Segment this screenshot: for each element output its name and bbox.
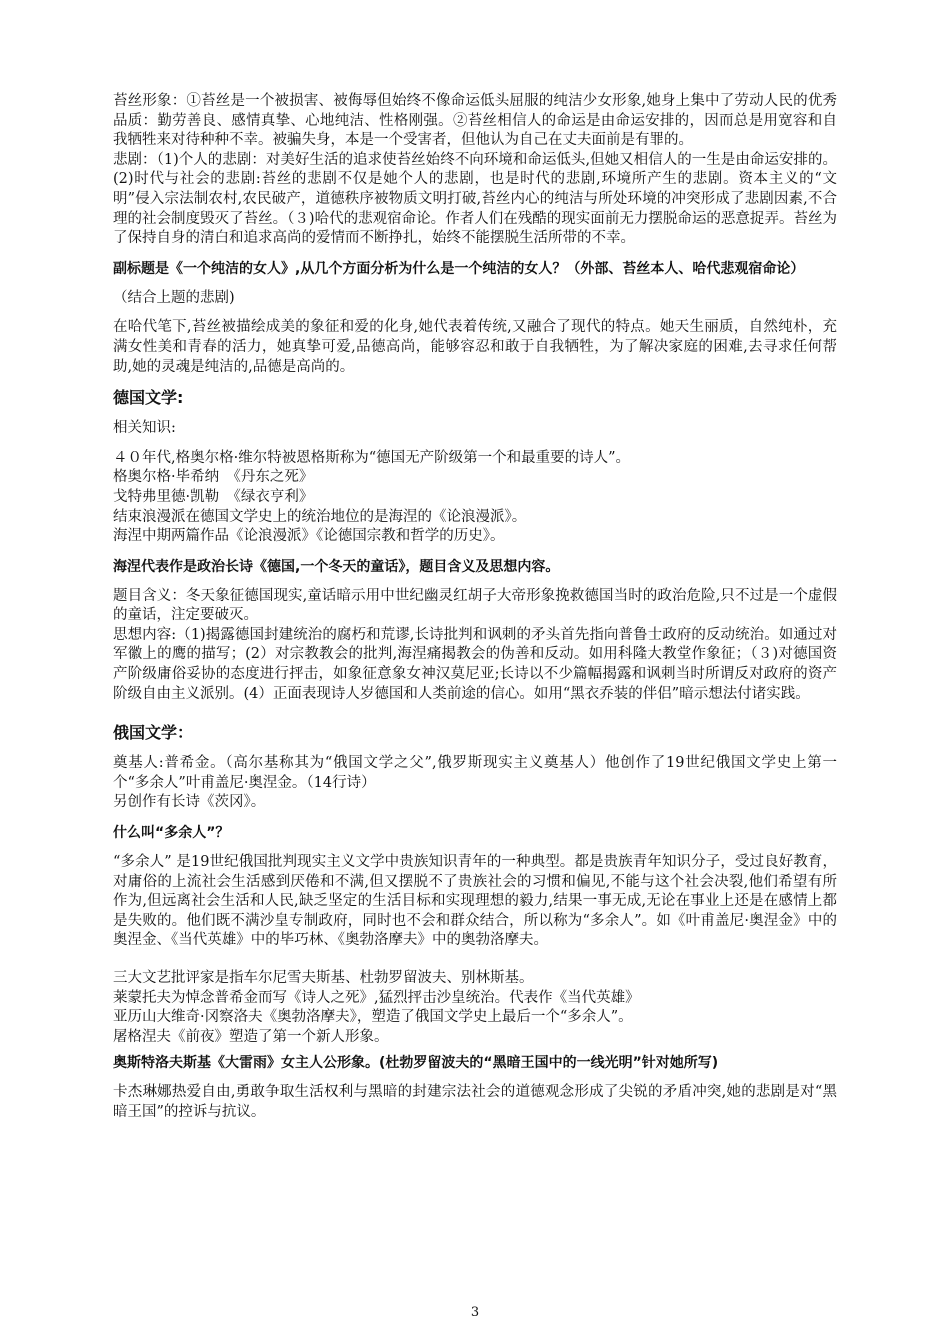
katerina-paragraph: 卡杰琳娜热爱自由,勇敢争取生活权利与黑暗的封建宗法社会的道德观念形成了尖锐的矛盾冲突,她的悲剧是对“黑暗王国”的控诉与抗议。 [113, 1084, 837, 1120]
pushkin-paragraph: 奠基人:普希金。（高尔基称其为“俄国文学之父”,俄罗斯现实主义奠基人）他创作了19世纪俄国文学史上第一个“多余人”叶甫盖尼·奥涅金。（14行诗） [113, 755, 837, 791]
lermontov-line: 莱蒙托夫为悼念普希金而写《诗人之死》,猛烈抨击沙皇统治。代表作《当代英雄》 [113, 989, 640, 1006]
romantic-line: 结束浪漫派在德国文学史上的统治地位的是海涅的《论浪漫派》。 [113, 508, 527, 525]
keller-line: 戈特弗里德·凯勒 《绿衣亨利》 [113, 488, 314, 505]
weerth-line: ４０年代,格奥尔格·维尔特被恩格斯称为“德国无产阶级第一个和最重要的诗人”。 [113, 449, 631, 466]
heine-works-line: 海涅中期两篇作品《论浪漫派》《论德国宗教和哲学的历史》。 [113, 528, 505, 545]
question-subtitle: 副标题是《一个纯洁的女人》,从几个方面分析为什么是一个纯洁的女人？（外部、苔丝本人、哈代悲观宿命论） [113, 260, 805, 277]
question-superfluous-man: 什么叫“多余人”？ [113, 825, 230, 842]
heading-german-literature: 德国文学: [113, 388, 184, 408]
tragedy-paragraph: 悲剧：（1)个人的悲剧：对美好生活的追求使苔丝始终不向环境和命运低头,但她又相信人的一生是由命运安排的。(2)时代与社会的悲剧:苔丝的悲剧不仅是她个人的悲剧，也是时代的悲剧,环境所产生的悲剧。资本主义的“文明”侵入宗法制农村,农民破产，道德秩序被物质文明打破,苔丝内心的纯洁与所处环境的冲突形成了悲剧因素,不合理的社会制度毁灭了苔丝。（３)哈代的悲观宿命论。作者人们在残酷的现实面前无力摆脱命运的恶意捉弄。苔丝为了保持自身的清白和追求高尚的爱情而不断挣扎，始终不能摆脱生活所带的不幸。 [113, 151, 837, 247]
question-ostrovsky: 奥斯特洛夫斯基《大雷雨》女主人公形象。(杜勃罗留波夫的“黑暗王国中的一线光明”针对她所写) [113, 1055, 719, 1072]
heading-russian-literature: 俄国文学： [113, 723, 194, 743]
goncharov-line: 亚历山大维奇·冈察洛夫《奥勃洛摩夫》，塑造了俄国文学史上最后一个“多余人”。 [113, 1009, 633, 1026]
title-meaning-paragraph: 题目含义：冬天象征德国现实,童话暗示用中世纪幽灵红胡子大帝形象挽救德国当时的政治危险,只不过是一个虚假的童话，注定要破灭。 [113, 587, 837, 624]
superfluous-man-paragraph: “多余人” 是19世纪俄国批判现实主义文学中贵族知识青年的一种典型。都是贵族青年知识分子，受过良好教育，对庸俗的上流社会生活感到厌倦和不满,但又摆脱不了贵族社会的习惯和偏见,不能与这个社会决裂,他们希望有所作为,但远离社会生活和人民,缺乏坚定的生活目标和实现理想的毅力,结果一事无成,无论在事业上还是在感情上都是失败的。他们既不满沙皇专制政府，同时也不会和群众结合，所以称为“多余人”。如《叶甫盖尼·奥涅金》中的奥涅金、《当代英雄》中的毕巧林、《奥勃洛摩夫》中的奥勃洛摩夫。 [113, 854, 837, 949]
pure-woman-paragraph: 在哈代笔下,苔丝被描绘成美的象征和爱的化身,她代表着传统,又融合了现代的特点。她天生丽质，自然纯朴，充满女性美和青春的活力，她真挚可爱,品德高尚，能够容忍和敢于自我牺牲，为了解决家庭的困难,去寻求任何帮助,她的灵魂是纯洁的,品德是高尚的。 [113, 319, 837, 375]
question-heine: 海涅代表作是政治长诗《德国,一个冬天的童话》，题目含义及思想内容。 [113, 558, 560, 575]
related-knowledge-label: 相关知识: [113, 420, 176, 437]
page-number: 3 [470, 1305, 480, 1320]
thought-content-paragraph: 思想内容:（1)揭露德国封建统治的腐朽和荒谬,长诗批判和讽刺的矛头首先指向普鲁士政府的反动统治。如通过对军徽上的鹰的描写；(2）对宗教教会的批判,海涅痛揭教会的伪善和反动。如用科隆大教堂作象征；（３)对德国资产阶级庸俗妥协的态度进行抨击，如象征意象女神汉莫尼亚;长诗以不少篇幅揭露和讽刺当时所谓反对政府的资产阶级自由主义派别。(4）正面表现诗人岁德国和人类前途的信心。如用“黑衣乔装的伴侣”暗示想法付诸实践。 [113, 626, 837, 702]
tess-image-paragraph: 苔丝形象：①苔丝是一个被损害、被侮辱但始终不像命运低头屈服的纯洁少女形象,她身上集中了劳动人民的优秀品质：勤劳善良、感情真挚、心地纯洁、性格刚强。②苔丝相信人的命运是由命运安排的，因而总是用宽容和自我牺牲来对待种种不幸。被骗失身，本是一个受害者，但他认为自己在丈夫面前是有罪的。 [113, 93, 837, 149]
gypsies-line: 另创作有长诗《茨冈》。 [113, 794, 266, 811]
critics-line: 三大文艺批评家是指车尔尼雪夫斯基、杜勃罗留波夫、别林斯基。 [113, 970, 534, 986]
turgenev-line: 屠格涅夫《前夜》塑造了第一个新人形象。 [113, 1028, 389, 1045]
buchner-line: 格奥尔格·毕希纳 《丹东之死》 [113, 469, 314, 486]
combine-note: （结合上题的悲剧) [113, 289, 235, 306]
